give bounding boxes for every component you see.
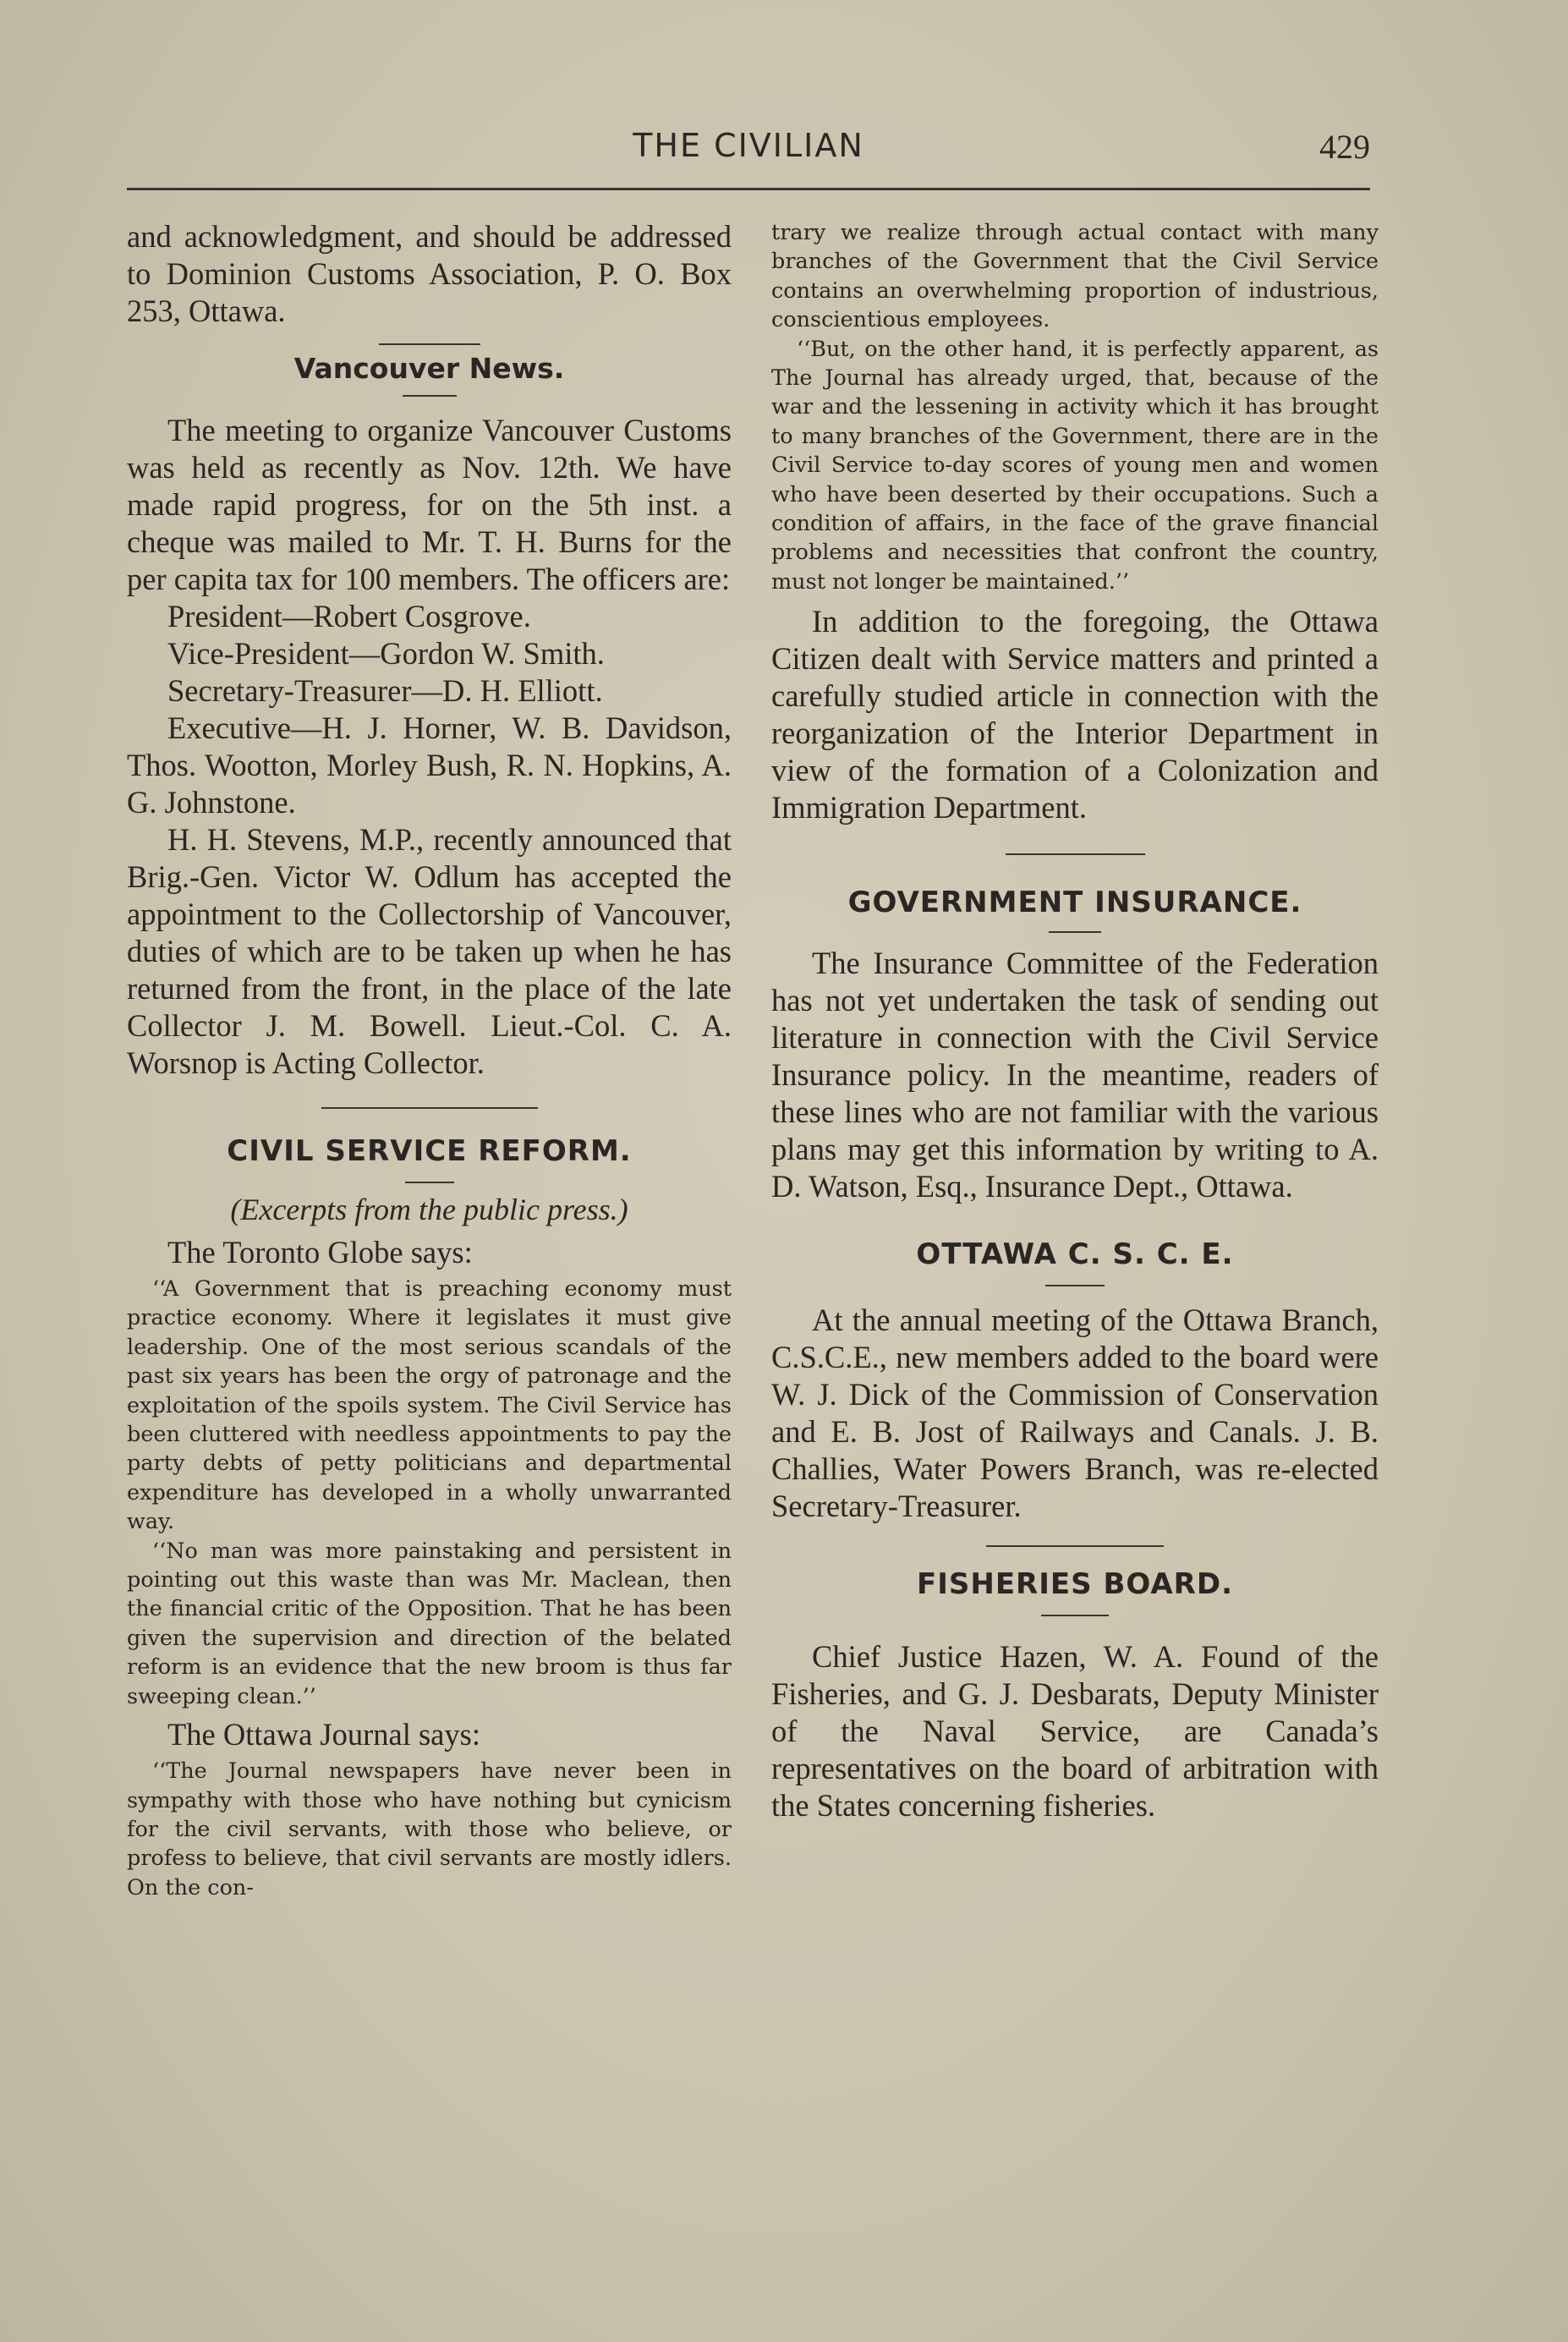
fisheries-board-heading: FISHERIES BOARD.	[917, 1567, 1233, 1602]
civil-service-reform-heading: CIVIL SERVICE REFORM.	[227, 1134, 632, 1168]
officer-president: President—Robert Cosgrove.	[167, 599, 531, 633]
ottawa-csce-paragraph: At the annual meeting of the Ottawa Branch, C.S.C.E., new members added to the board were W. J. Dick of the Commission of Conservation and E. B. Jost of Railways and Canals. J. B. Challies, Water Powers Branch, was re-elected Secretary-Treasurer.	[771, 1303, 1379, 1524]
officer-secretary-treasurer: Secretary-Treasurer—D. H. Elliott.	[167, 673, 603, 708]
page-header	[127, 127, 1370, 178]
globe-intro: The Toronto Globe says:	[167, 1235, 473, 1270]
header-rule	[127, 188, 1370, 190]
vancouver-news-heading: Vancouver News.	[293, 352, 565, 385]
journal-quote-second: ‘‘But, on the other hand, it is perfectly apparent, as The Journal has already urged, that, because of the war and the lessening in activity which it has brought to many branches of the Government, there are in the Civil Service to-day scores of young men and women who have been deserted by their occupations. Such a condition of affairs, in the face of the grave financial problems and necessities that confront the country, must not longer be maintained.’’	[771, 336, 1379, 595]
citizen-paragraph: In addition to the foregoing, the Ottawa Citizen dealt with Service matters and printed a carefully studied article in connection with the reorganization of the Interior Department in view of the formation of a Colonization and Immigration Department.	[771, 604, 1379, 825]
section-divider	[1006, 853, 1145, 855]
section-divider	[321, 1107, 538, 1109]
heading-underline	[405, 1182, 454, 1183]
insurance-paragraph: The Insurance Committee of the Federation has not yet undertaken the task of sending out literature in connection with the Civil Service Insurance policy. In the meantime, readers of these lines who are not familiar with the various plans may get this information by writing to A. D. Watson, Esq., Insurance Dept., Ottawa.	[771, 946, 1379, 1204]
journal-intro: The Ottawa Journal says:	[167, 1717, 480, 1752]
journal-quote-end: trary we realize through actual contact with many branches of the Government that the Civil Service contains an overwhelming proportion of industrious, conscientious employees.	[771, 220, 1379, 333]
section-divider	[379, 343, 480, 345]
page-number: 429	[1319, 128, 1370, 166]
vancouver-paragraph: The meeting to organize Vancouver Customs was held as recently as Nov. 12th. We have made rapid progress, for on the 5th inst. a cheque was mailed to Mr. T. H. Burns for the per capita tax for 100 members. The officers are:	[127, 413, 732, 596]
continuation-paragraph: and acknowledgment, and should be addressed to Dominion Customs Association, P. O. Box 253, Ottawa.	[127, 219, 732, 328]
right-column	[771, 218, 1379, 1824]
fisheries-paragraph: Chief Justice Hazen, W. A. Found of the Fisheries, and G. J. Desbarats, Deputy Minister of the Naval Service, are Canada’s representatives on the board of arbitration with the States concerning fisheries.	[771, 1639, 1379, 1824]
government-insurance-heading: GOVERNMENT INSURANCE.	[847, 886, 1302, 920]
collectorship-paragraph: H. H. Stevens, M.P., recently announced that Brig.-Gen. Victor W. Odlum has accepted the appointment to the Collectorship of Vancouver, duties of which are to be taken up when he has returned from the front, in the place of the late Collector J. M. Bowell. Lieut.-Col. C. A. Worsnop is Acting Collector.	[127, 822, 732, 1080]
globe-quote-continued: ‘‘No man was more painstaking and persistent in pointing out this waste than was Mr. Maclean, then the financial critic of the Opposition. That he has been given the supervision and direction of the belated reform is an evidence that the new broom is thus far sweeping clean.’’	[127, 1538, 732, 1709]
heading-underline	[403, 395, 457, 397]
section-divider	[986, 1545, 1164, 1547]
officer-executive: Executive—H. J. Horner, W. B. Davidson, Thos. Wootton, Morley Bush, R. N. Hopkins, A. G. Johnstone.	[127, 710, 732, 820]
heading-underline	[1049, 931, 1101, 933]
globe-quote: ‘‘A Government that is preaching economy must practice economy. Where it legislates it must give leadership. One of the most serious scandals of the past six years has been the orgy of patronage and the exploitation of the spoils system. The Civil Service has been cluttered with needless appointments to pay the party debts of petty politicians and departmental expenditure has developed in a wholly unwarranted way.	[127, 1276, 732, 1535]
journal-quote-start: ‘‘The Journal newspapers have never been in sympathy with those who have nothing but cynicism for the civil servants, with those who believe, or profess to believe, that civil servants are mostly idlers. On the con-	[127, 1758, 732, 1900]
excerpts-subtitle: (Excerpts from the public press.)	[230, 1193, 628, 1226]
running-title: THE CIVILIAN	[633, 127, 864, 164]
ottawa-csce-heading: OTTAWA C. S. C. E.	[916, 1237, 1234, 1272]
officer-vice-president: Vice-President—Gordon W. Smith.	[167, 636, 605, 671]
heading-underline	[1041, 1615, 1109, 1616]
heading-underline	[1045, 1285, 1105, 1286]
left-column	[127, 218, 732, 1902]
